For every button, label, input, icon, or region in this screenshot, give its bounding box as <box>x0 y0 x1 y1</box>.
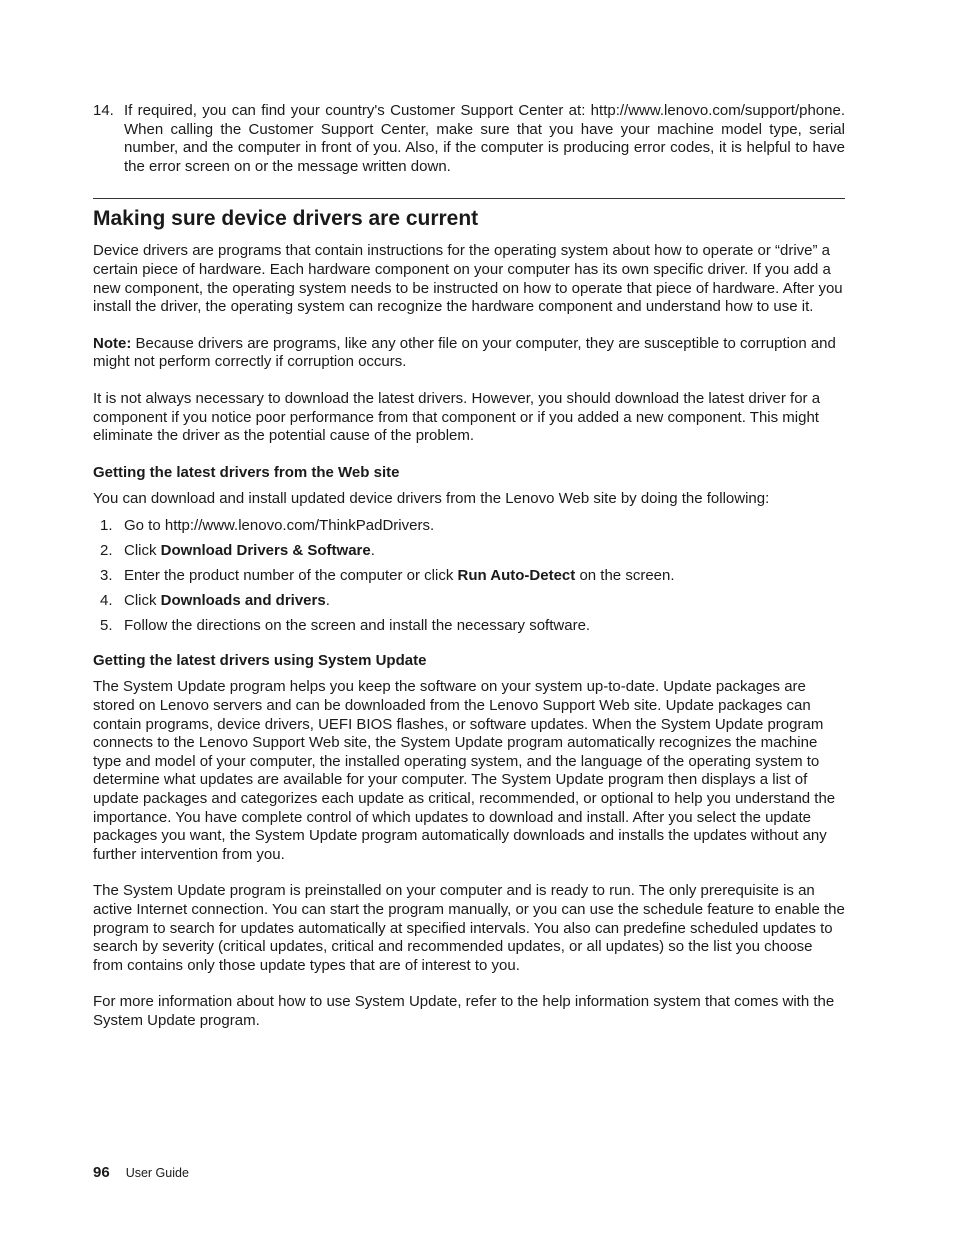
list-item <box>93 592 845 611</box>
list-item-14 <box>93 102 845 176</box>
list-bold: Download Drivers & Software <box>160 542 371 559</box>
intro-paragraph: Device drivers are programs that contain instructions for the operating system about how to operate or “drive” a certain piece of hardware. Each hardware component on your computer has its own specific driver. If you add a new component, the operating system needs to be instructed on how to operate that piece of hardware. After you install the driver, the operating system can recognize the hardware component and understand how to use it. <box>93 242 843 316</box>
page-number: 96 <box>93 1164 110 1181</box>
page-content <box>93 102 845 1049</box>
list-item <box>93 542 845 561</box>
list-bold: Downloads and drivers <box>160 592 326 610</box>
list-text: Go to http://www.lenovo.com/ThinkPadDrivers. <box>124 516 435 534</box>
steps-list <box>93 517 845 636</box>
paragraph: It is not always necessary to download the latest drivers. However, you should download the latest driver for a component if you notice poor performance from that component or if you added a new component. This might eliminate the driver as the potential cause of the problem. <box>93 389 821 445</box>
list-item <box>93 617 845 636</box>
list-item <box>93 517 845 536</box>
paragraph: The System Update program is preinstalled on your computer and is ready to run. The only prerequisite is an active Internet connection. You can start the program manually, or you can use the schedule feature to enable the program to search for updates automatically at specified intervals. You also can predefine scheduled updates to search by severity (critical updates, critical and recommended updates, or all updates) so the list you choose from contains only those update types that are of interest to you. <box>93 882 845 974</box>
list-number: 2. <box>100 542 113 559</box>
list-text: . <box>370 542 375 559</box>
list-number: 3. <box>100 567 113 585</box>
note-label: Note: <box>93 334 132 352</box>
section-divider <box>93 198 845 199</box>
list-number: 14. <box>93 102 114 119</box>
list-number: 1. <box>100 516 113 534</box>
section-title: Making sure device drivers are current <box>93 207 479 231</box>
paragraph: For more information about how to use System Update, refer to the help information system that comes with the System Update program. <box>93 993 835 1029</box>
list-number: 5. <box>100 617 113 635</box>
list-text: . <box>325 592 330 610</box>
paragraph: The System Update program helps you keep the software on your system up-to-date. Update packages are stored on Lenovo servers and can be downloaded from the Lenovo Support Web site. Update packages can contain programs, device drivers, UEFI BIOS flashes, or software updates. When the System Update program connects to the Lenovo Support Web site, the System Update program automatically recognizes the machine type and model of your computer, the installed operating system, and the language of the operating system to determine what updates are available for your computer. The System Update program then displays a list of update packages and categorizes each update as critical, recommended, or optional to help you understand the importance. You have complete control of which updates to download and install. After you select the update packages you want, the System Update program automatically downloads and installs the updates without any further intervention from you. <box>93 678 836 863</box>
list-text: Enter the product number of the computer or click <box>124 567 458 585</box>
note-paragraph <box>93 335 845 372</box>
list-text: Click <box>124 542 161 559</box>
list-text: Follow the directions on the screen and install the necessary software. <box>124 617 591 635</box>
paragraph: You can download and install updated device drivers from the Lenovo Web site by doing the following: <box>93 490 770 508</box>
list-text: If required, you can find your country's Customer Support Center at: http://www.lenovo.com/support/phone. When calling the Customer Support Center, make sure that you have your machine model type, serial number, and the computer in front of you. Also, if the computer is producing error codes, it is helpful to have the error screen on or the message written down. <box>124 102 845 175</box>
list-text: on the screen. <box>575 567 675 585</box>
subheading-web: Getting the latest drivers from the Web site <box>93 463 400 481</box>
list-item <box>93 567 845 586</box>
footer-title: User Guide <box>125 1166 189 1180</box>
page-footer <box>93 1164 189 1183</box>
note-text: Because drivers are programs, like any other file on your computer, they are susceptible to corruption and might not perform correctly if corruption occurs. <box>93 334 836 371</box>
list-bold: Run Auto-Detect <box>457 567 576 585</box>
subheading-system-update: Getting the latest drivers using System Update <box>93 651 427 669</box>
list-number: 4. <box>100 592 113 610</box>
list-text: Click <box>124 592 161 610</box>
